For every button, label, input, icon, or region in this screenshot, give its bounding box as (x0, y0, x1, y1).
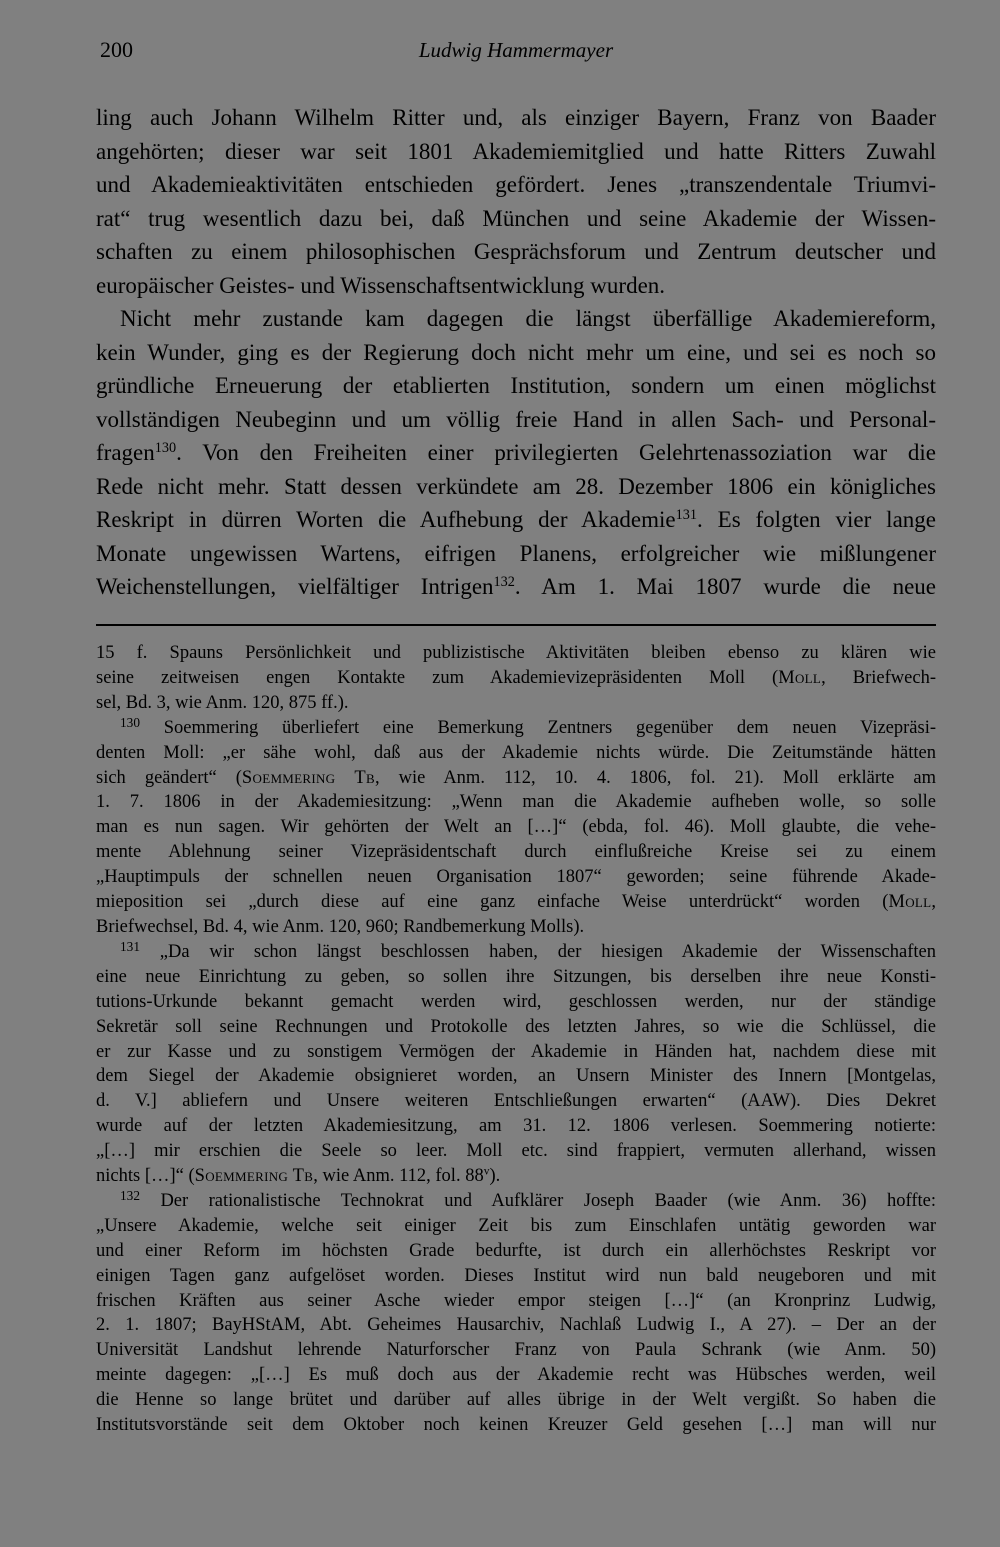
text-span: seine zeitweisen engen Kontakte zum Akademievizepräsidenten Moll ( (96, 667, 779, 688)
text-span: kein Wunder, ging es der Regierung doch nicht mehr um eine, und sei es noch so (96, 339, 936, 365)
text-span: . Am 1. Mai 1807 wurde die neue (514, 574, 937, 599)
footnote-line (96, 965, 936, 990)
text-span: und einer Reform im höchsten Grade bedurfte, ist durch ein allerhöchstes Reskript vor (96, 1240, 936, 1261)
text-span: d. V.] abliefern und Unsere weiteren Entschließungen erwarten“ (AAW). Dies Dekret (96, 1091, 936, 1112)
text-span: Sekretär soll seine Rechnungen und Protokolle des letzten Jahres, so wie die Schlüssel, die (96, 1016, 936, 1037)
text-span: rat“ trug wesentlich dazu bei, daß München und seine Akademie der Wissen- (96, 205, 936, 231)
footnote-line (96, 1239, 936, 1264)
body-text-line (96, 470, 936, 504)
text-span: Der rationalistische Technokrat und Aufklärer Joseph Baader (wie Anm. 36) hoffte: (139, 1190, 936, 1211)
footnote-reference: 130 (154, 440, 177, 457)
small-caps-citation: Soemmering Tb (241, 767, 375, 788)
footnote-line (96, 815, 936, 840)
footnote-reference: 131 (675, 507, 698, 524)
text-span: , (931, 892, 936, 913)
footnote-line (96, 1015, 936, 1040)
body-text-line (96, 570, 936, 604)
text-span: europäischer Geistes- und Wissenschaftsentwicklung wurden. (96, 272, 666, 298)
text-span: 15 f. Spauns Persönlichkeit und publizistische Aktivitäten bleiben ebenso zu klären wie (96, 643, 936, 663)
footnote-line (96, 1089, 936, 1114)
text-span: schaften zu einem philosophischen Gesprächsforum und Zentrum deutscher und (96, 239, 936, 264)
text-span: 1. 7. 1806 in der Akademiesitzung: „Wenn man die Akademie aufheben wolle, so solle (96, 792, 936, 813)
footnote-line (96, 940, 936, 965)
footnote-line (96, 1289, 936, 1314)
body-text-line (96, 235, 936, 269)
main-text-body (96, 101, 936, 604)
body-text-line (96, 302, 936, 336)
footnote-line (96, 1214, 936, 1239)
footnote-line (96, 890, 936, 915)
body-text-line (96, 168, 936, 202)
text-span: man es nun sagen. Wir gehörten der Welt an […]“ (ebda, fol. 46). Moll glaubte, die vehe- (96, 817, 936, 838)
text-span: einigen Tagen ganz aufgelöset worden. Dieses Institut wird nun bald neugeboren und mit (96, 1265, 936, 1286)
body-text-line (96, 269, 936, 303)
text-span: Monate ungewissen Wartens, eifrigen Planens, erfolgreicher wie mißlungener (96, 540, 936, 566)
body-text-line (96, 403, 936, 437)
footnote-line (96, 915, 936, 940)
running-head-author: Ludwig Hammermayer (418, 38, 614, 62)
text-span: wurde auf der letzten Akademiesitzung, am 31. 12. 1806 verlesen. Soemmering notierte: (96, 1116, 936, 1137)
text-span: mente Ablehnung seiner Vizepräsidentschaft durch einflußreiche Kreise sei zu einem (96, 842, 936, 863)
text-span: Institutsvorstände seit dem Oktober noch keinen Kreuzer Geld gesehen […] man will nur (96, 1415, 936, 1436)
footnote-line (96, 1064, 936, 1089)
footnote-line (96, 790, 936, 815)
text-span: Soemmering überliefert eine Bemerkung Zentners gegenüber dem neuen Vizepräsi- (139, 717, 936, 738)
footnote-line (96, 840, 936, 865)
footnote-line (96, 691, 936, 716)
text-span: frischen Kräften aus seiner Asche wieder empor steigen […]“ (an Kronprinz Ludwig, (96, 1290, 936, 1311)
body-text-line (96, 369, 936, 403)
text-span: . Es folgten vier lange (697, 507, 936, 532)
text-span: er zur Kasse und zu sonstigem Vermögen der Akademie in Händen hat, nachdem diese mit (96, 1041, 936, 1062)
footnote-line (96, 666, 936, 691)
footnote-line (96, 741, 936, 766)
text-span: fragen (96, 440, 155, 465)
text-span: nichts […]“ ( (96, 1166, 195, 1187)
footnote-line (96, 716, 936, 741)
text-span: angehörten; dieser war seit 1801 Akademiemitglied und hatte Ritters Zuwahl (96, 138, 936, 164)
footnote-line (96, 1388, 936, 1413)
footnote-line (96, 1338, 936, 1363)
body-text-line (96, 503, 936, 537)
small-caps-citation: Moll (778, 667, 822, 688)
footnote-line (96, 1413, 936, 1438)
body-text-line (96, 436, 936, 470)
text-span: ling auch Johann Wilhelm Ritter und, als einziger Bayern, Franz von Baader (96, 105, 936, 130)
footnote-reference: v (483, 1165, 490, 1178)
footnote-line (96, 1189, 936, 1214)
text-span: „[…] mir erschien die Seele so leer. Moll etc. sind frappiert, vermuten allerhand, wissen (96, 1141, 936, 1162)
footnote-line (96, 1164, 936, 1189)
footnote-line (96, 1139, 936, 1164)
footnotes-section (96, 641, 936, 1438)
text-span: sel, Bd. 3, wie Anm. 120, 875 ff.). (96, 692, 349, 713)
text-span: Nicht mehr zustande kam dagegen die längst überfällige Akademiereform, (120, 306, 936, 331)
footnote-line (96, 641, 936, 666)
small-caps-citation: Moll (888, 892, 932, 913)
footnote-line (96, 1264, 936, 1289)
footnote-line (96, 1040, 936, 1065)
text-span: Weichenstellungen, vielfältiger Intrigen (96, 574, 494, 599)
body-text-line (96, 202, 936, 236)
text-span: tutions-Urkunde bekannt gemacht werden wird, geschlossen werden, nur der ständige (96, 991, 936, 1012)
text-span: 2. 1. 1807; BayHStAM, Abt. Geheimes Hausarchiv, Nachlaß Ludwig I., A 27). – Der an der (96, 1315, 936, 1336)
running-head (96, 36, 936, 64)
text-span: Universität Landshut lehrende Naturforscher Franz von Paula Schrank (wie Anm. 50) (96, 1340, 936, 1361)
footnote-line (96, 1363, 936, 1388)
text-span: Rede nicht mehr. Statt dessen verkündete am 28. Dezember 1806 ein königliches (96, 473, 936, 499)
body-text-line (96, 537, 936, 571)
body-text-line (96, 135, 936, 169)
text-span: mieposition sei „durch diese auf eine ganz einfache Weise unterdrückt“ worden ( (96, 892, 889, 913)
page-number: 200 (100, 37, 133, 62)
text-span: „Hauptimpuls der schnellen neuen Organisation 1807“ geworden; seine führende Akade- (96, 867, 936, 888)
footnote-reference: 132 (493, 574, 515, 591)
text-span: , wie Anm. 112, fol. 88 (313, 1166, 484, 1187)
text-span: vollständigen Neubeginn und um völlig freie Hand in allen Sach- und Personal- (96, 406, 936, 432)
text-span: denten Moll: „er sähe wohl, daß aus der Akademie nichts würde. Die Zeitumstände hätten (96, 742, 936, 763)
text-span: ). (489, 1166, 501, 1187)
text-span: , wie Anm. 112, 10. 4. 1806, fol. 21). Moll erklärte am (374, 767, 937, 788)
text-span: eine neue Einrichtung zu geben, so sollen ihre Sitzungen, bis derselben ihre neue Konsti- (96, 966, 936, 987)
body-text-line (96, 336, 936, 370)
text-span: gründliche Erneuerung der etablierten Institution, sondern um einen möglichst (96, 373, 936, 398)
footnote-number: 131 (120, 938, 140, 954)
footnote-line (96, 766, 936, 791)
footnote-line (96, 865, 936, 890)
footnote-line (96, 1114, 936, 1139)
footnote-line (96, 1313, 936, 1338)
text-span: Reskript in dürren Worten die Aufhebung der Akademie (96, 507, 676, 532)
text-span: sich geändert“ ( (96, 767, 242, 788)
text-span: und Akademieaktivitäten entschieden gefördert. Jenes „transzendentale Triumvi- (96, 172, 936, 197)
text-span: dem Siegel der Akademie obsignieret worden, an Unsern Minister des Innern [Montgelas, (96, 1066, 936, 1087)
body-text-line (96, 101, 936, 135)
text-span: Briefwechsel, Bd. 4, wie Anm. 120, 960; Randbemerkung Molls). (96, 916, 585, 937)
footnote-number: 132 (120, 1187, 140, 1203)
footnote-line (96, 990, 936, 1015)
text-span: „Da wir schon längst beschlossen haben, der hiesigen Akademie der Wissenschaften (139, 941, 936, 962)
text-span: . Von den Freiheiten einer privilegierten Gelehrtenassoziation war die (176, 440, 936, 465)
text-span: , Briefwech- (821, 667, 936, 688)
small-caps-citation: Soemmering Tb (194, 1166, 314, 1187)
text-span: „Unsere Akademie, welche seit einiger Zeit bis zum Einschlafen untätig geworden war (96, 1215, 936, 1236)
footnote-number: 130 (120, 714, 140, 730)
text-span: die Henne so lange brütet und darüber auf alles übrige in der Welt vergißt. So haben die (96, 1390, 936, 1411)
footnote-separator-rule (96, 624, 936, 626)
text-span: meinte dagegen: „[…] Es muß doch aus der Akademie recht was Hübsches werden, weil (96, 1365, 936, 1386)
